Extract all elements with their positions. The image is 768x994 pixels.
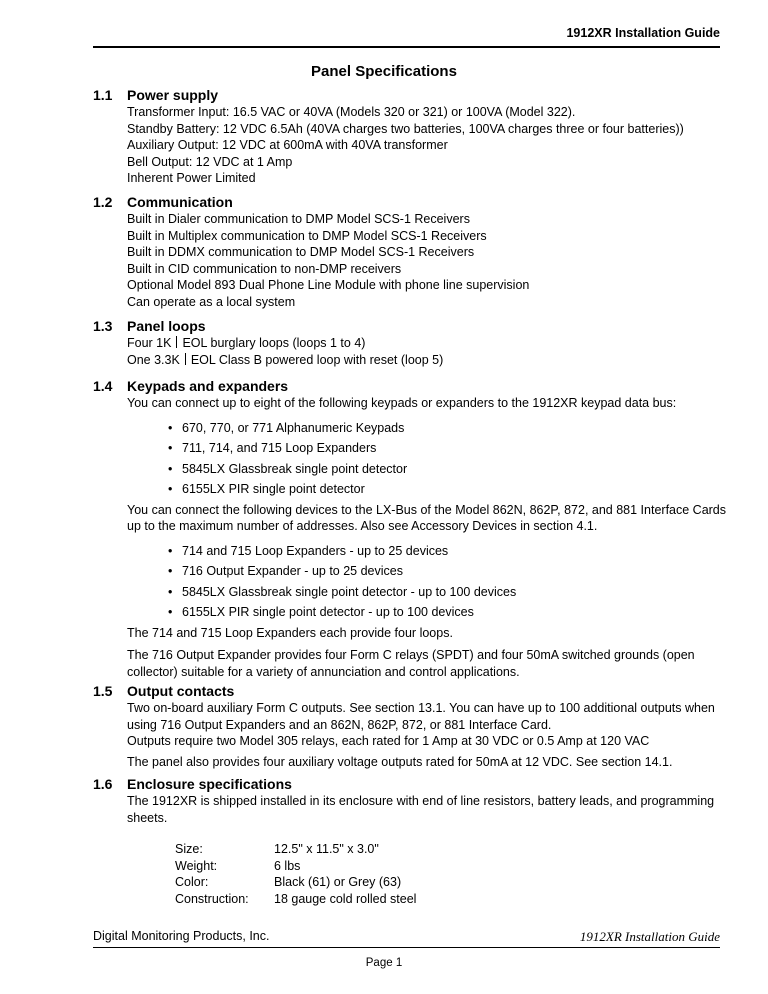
section-title: Enclosure specifications	[127, 776, 292, 792]
paragraph: You can connect up to eight of the following keypads or expanders to the 1912XR keypad data bus:	[127, 396, 677, 410]
list-item: • 716 Output Expander - up to 25 devices	[182, 561, 728, 582]
list-item: • 714 and 715 Loop Expanders - up to 25 devices	[182, 541, 728, 562]
loop-count: One 3.3K	[127, 352, 180, 367]
section-body	[127, 211, 728, 310]
paragraph: You can connect the following devices to the LX-Bus of the Model 862N, 862P, 872, and 881 Interface Cards up to the maximum number of addresses. Also see Accessory Devices in section 4.1.	[127, 502, 727, 533]
page-number: Page 1	[365, 957, 403, 969]
table-row	[175, 891, 416, 908]
spec-value: 18 gauge cold rolled steel	[274, 891, 417, 906]
list-item: • 6155LX PIR single point detector - up to 100 devices	[182, 602, 728, 623]
paragraph: The 716 Output Expander provides four Form C relays (SPDT) and four 50mA switched grounds (open collector) suitable for a variety of annunciation and control applications.	[127, 648, 695, 679]
section-title: Communication	[127, 194, 233, 210]
header-rule	[93, 46, 720, 48]
spec-line: Can operate as a local system	[127, 294, 296, 309]
spec-line: Optional Model 893 Dual Phone Line Module with phone line supervision	[127, 278, 530, 292]
page-title: Panel Specifications	[311, 63, 457, 80]
ohm-separator	[176, 336, 177, 348]
loop-desc: EOL Class B powered loop with reset (loop 5)	[190, 352, 444, 367]
list-item: • 6155LX PIR single point detector	[182, 479, 728, 500]
section-title: Output contacts	[127, 683, 235, 699]
table-row	[175, 874, 416, 891]
section-body	[127, 793, 728, 906]
spec-value: Black (61) or Grey (63)	[274, 875, 402, 889]
spec-label: Weight:	[175, 858, 218, 873]
list-item: • 5845LX Glassbreak single point detector	[182, 459, 728, 480]
spec-label: Construction:	[175, 891, 249, 906]
footer-guide-title: 1912XR Installation Guide	[579, 929, 720, 944]
table-row	[175, 841, 416, 858]
section-number: 1.3	[93, 318, 113, 334]
section-number: 1.6	[93, 776, 113, 792]
header-title: 1912XR Installation Guide	[566, 26, 720, 40]
spec-line: Built in DDMX communication to DMP Model SCS-1 Receivers	[127, 245, 475, 259]
ohm-separator	[185, 353, 186, 365]
spec-label: Color:	[175, 875, 209, 889]
section-number: 1.4	[93, 378, 113, 394]
loop-line	[127, 352, 728, 369]
section-body	[127, 700, 728, 770]
paragraph: The 714 and 715 Loop Expanders each provide four loops.	[127, 625, 453, 640]
section-title: Panel loops	[127, 318, 206, 334]
spec-line: Inherent Power Limited	[127, 171, 256, 185]
section-body	[127, 335, 728, 368]
keypad-list	[127, 418, 728, 500]
spec-value: 12.5" x 11.5" x 3.0"	[274, 842, 379, 856]
section-title: Keypads and expanders	[127, 378, 289, 394]
lx-bus-device-list	[127, 541, 728, 623]
table-row	[175, 858, 416, 875]
section-number: 1.2	[93, 194, 113, 210]
spec-line: Built in CID communication to non-DMP receivers	[127, 261, 402, 276]
spec-line: Built in Multiplex communication to DMP Model SCS-1 Receivers	[127, 228, 487, 243]
list-item: • 670, 770, or 771 Alphanumeric Keypads	[182, 418, 728, 439]
loop-count: Four 1K	[127, 336, 172, 350]
section-body	[127, 104, 728, 187]
section-body	[127, 395, 728, 680]
enclosure-spec-table	[175, 841, 416, 907]
spec-line: Transformer Input: 16.5 VAC or 40VA (Models 320 or 321) or 100VA (Model 322).	[127, 105, 576, 119]
spec-line: Auxiliary Output: 12 VDC at 600mA with 40VA transformer	[127, 138, 448, 152]
section-number: 1.5	[93, 683, 113, 699]
paragraph: Outputs require two Model 305 relays, each rated for 1 Amp at 30 VDC or 0.5 Amp at 120 VAC	[127, 734, 650, 748]
loop-line	[127, 335, 728, 352]
footer-rule	[93, 947, 720, 948]
paragraph: The 1912XR is shipped installed in its enclosure with end of line resistors, battery leads, and programming sheets.	[127, 794, 715, 825]
list-item: • 711, 714, and 715 Loop Expanders	[182, 438, 728, 459]
paragraph: Two on-board auxiliary Form C outputs. See section 13.1. You can have up to 100 additional outputs when using 716 Output Expanders and an 862N, 862P, 872, or 881 Interface Card.	[127, 701, 715, 732]
list-item: • 5845LX Glassbreak single point detector - up to 100 devices	[182, 582, 728, 603]
section-title: Power supply	[127, 87, 219, 103]
spec-value: 6 lbs	[274, 858, 301, 873]
paragraph: The panel also provides four auxiliary voltage outputs rated for 50mA at 12 VDC. See section 14.1.	[127, 754, 673, 769]
footer-company: Digital Monitoring Products, Inc.	[93, 929, 270, 943]
spec-line: Built in Dialer communication to DMP Model SCS-1 Receivers	[127, 212, 470, 226]
loop-desc: EOL burglary loops (loops 1 to 4)	[182, 336, 366, 350]
section-number: 1.1	[93, 87, 113, 103]
spec-label: Size:	[175, 842, 203, 856]
spec-line: Bell Output: 12 VDC at 1 Amp	[127, 154, 293, 169]
spec-line: Standby Battery: 12 VDC 6.5Ah (40VA charges two batteries, 100VA charges three or four batteries))	[127, 121, 684, 136]
